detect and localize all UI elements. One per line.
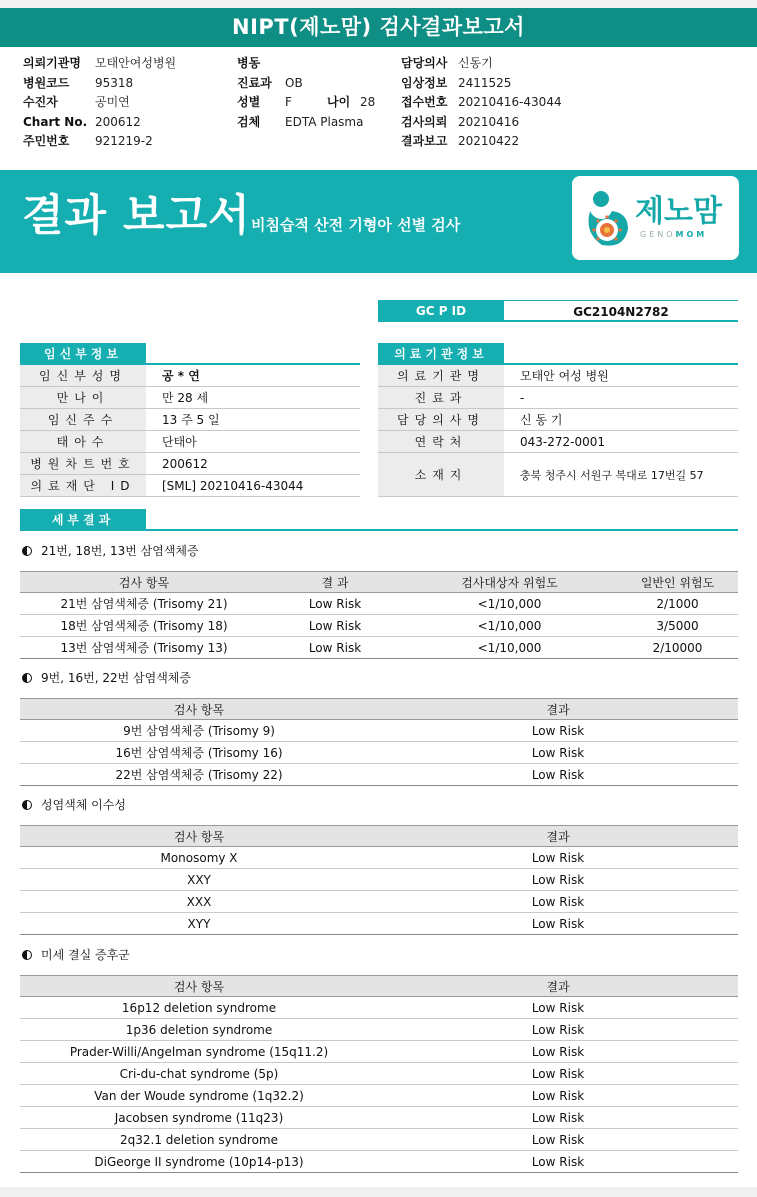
header-field-label: 의뢰기관명 xyxy=(23,56,81,71)
table-row xyxy=(20,997,738,1019)
info-row-label: 의료기관명 xyxy=(378,365,504,386)
test-value: Low Risk xyxy=(378,1107,738,1129)
header-field-label: 주민번호 xyxy=(23,134,70,149)
genomom-logo xyxy=(572,176,739,260)
info-row-label: 임신부성명 xyxy=(20,365,146,386)
info-row-label: 진료과 xyxy=(378,387,504,408)
header-field-value: 200612 xyxy=(95,114,141,129)
table-row xyxy=(20,742,738,764)
table-row xyxy=(20,913,738,935)
header-field xyxy=(23,93,233,113)
info-row-label: 담당의사명 xyxy=(378,409,504,430)
test-item: 21번 삼염색체증 (Trisomy 21) xyxy=(20,593,268,615)
info-row xyxy=(20,453,360,475)
banner-subtitle: 비침습적 산전 기형아 선별 검사 xyxy=(251,216,461,234)
header-field-value: 95318 xyxy=(95,75,134,90)
header-field xyxy=(401,74,601,94)
test-item: Van der Woude syndrome (1q32.2) xyxy=(20,1085,378,1107)
test-item: Jacobsen syndrome (11q23) xyxy=(20,1107,378,1129)
table-row xyxy=(20,1085,738,1107)
test-value: <1/10,000 xyxy=(402,637,617,659)
test-value: Low Risk xyxy=(378,1151,738,1173)
info-row-value: 043-272-0001 xyxy=(520,434,606,449)
test-value: Low Risk xyxy=(268,637,402,659)
test-value: Low Risk xyxy=(378,764,738,786)
info-row xyxy=(378,431,738,453)
test-value: Low Risk xyxy=(378,913,738,935)
section-title-3: 성염색체 이수성 xyxy=(22,797,126,813)
test-value: Low Risk xyxy=(268,593,402,615)
banner-title: 결과 보고서 xyxy=(22,191,251,241)
table-row xyxy=(20,1129,738,1151)
section-title-1: 21번, 18번, 13번 삼염색체증 xyxy=(22,543,199,559)
header-field xyxy=(23,113,233,133)
test-value: Low Risk xyxy=(378,1085,738,1107)
info-row-value: 신 동 기 xyxy=(520,413,563,427)
info-row xyxy=(20,475,360,497)
info-row xyxy=(378,409,738,431)
table-row xyxy=(20,1107,738,1129)
info-row-value: - xyxy=(520,390,525,405)
header-field-label: 접수번호 xyxy=(401,95,448,110)
test-item: 16번 삼염색체증 (Trisomy 16) xyxy=(20,742,378,764)
info-row xyxy=(378,387,738,409)
header-field-value: 20210422 xyxy=(458,134,520,149)
table-row xyxy=(20,764,738,786)
header-field xyxy=(401,93,601,113)
test-value: Low Risk xyxy=(378,742,738,764)
header-field-value: 신동기 xyxy=(458,56,493,71)
test-item: DiGeorge II syndrome (10p14-p13) xyxy=(20,1151,378,1173)
test-value: 2/1000 xyxy=(617,593,738,615)
table-row xyxy=(20,615,738,637)
header-field-label: Chart No. xyxy=(23,114,88,129)
logo-subtext: GENOMOM xyxy=(640,230,708,239)
column-header: 검사 항목 xyxy=(20,976,378,997)
info-row xyxy=(378,365,738,387)
header-field-label: 검사의뢰 xyxy=(401,114,448,129)
test-value: Low Risk xyxy=(378,869,738,891)
header-field xyxy=(23,132,233,152)
half-circle-icon xyxy=(22,546,32,556)
header-field xyxy=(237,93,397,113)
test-value: Low Risk xyxy=(268,615,402,637)
test-item: XXY xyxy=(20,869,378,891)
section-title-2: 9번, 16번, 22번 삼염색체증 xyxy=(22,670,191,686)
logo-text: 제노맘 xyxy=(635,194,722,229)
detail-results-rule xyxy=(146,529,738,531)
column-header: 검사 항목 xyxy=(20,826,378,847)
test-value: <1/10,000 xyxy=(402,593,617,615)
test-value: <1/10,000 xyxy=(402,615,617,637)
result-banner xyxy=(0,170,757,273)
test-value: Low Risk xyxy=(378,1041,738,1063)
test-item: XYY xyxy=(20,913,378,935)
table-row xyxy=(20,1063,738,1085)
header-column-2 xyxy=(237,54,397,132)
header-field-value: 921219-2 xyxy=(95,134,153,149)
info-row xyxy=(20,365,360,387)
header-field-value: F xyxy=(285,95,292,110)
header-field-value: 20210416-43044 xyxy=(458,95,562,110)
column-header: 검사 항목 xyxy=(20,699,378,720)
header-field-label: 나이 xyxy=(327,95,351,110)
header-field-value: 공미연 xyxy=(95,95,130,110)
info-row-value: 단태아 xyxy=(162,435,197,449)
test-value: Low Risk xyxy=(378,720,738,742)
test-item: 18번 삼염색체증 (Trisomy 18) xyxy=(20,615,268,637)
info-row-label: 의료재단 ID xyxy=(20,475,146,496)
trisomy-21-18-13-table xyxy=(20,571,738,659)
header-field-label: 수진자 xyxy=(23,95,58,110)
table-row xyxy=(20,1041,738,1063)
test-value: Low Risk xyxy=(378,891,738,913)
header-field xyxy=(237,74,397,94)
column-header: 일반인 위험도 xyxy=(617,572,738,593)
info-row-value: 13 주 5 일 xyxy=(162,413,220,427)
header-field xyxy=(401,54,601,74)
test-item: Cri-du-chat syndrome (5p) xyxy=(20,1063,378,1085)
medical-info-heading: 의료기관정보 xyxy=(378,343,504,365)
test-item: 16p12 deletion syndrome xyxy=(20,997,378,1019)
info-row xyxy=(20,409,360,431)
header-field-value: 모태안여성병원 xyxy=(95,56,177,71)
microdeletion-table xyxy=(20,975,738,1173)
detail-results-heading: 세부결과 xyxy=(20,509,146,531)
test-item: XXX xyxy=(20,891,378,913)
info-row xyxy=(20,387,360,409)
report-title: NIPT(제노맘) 검사결과보고서 xyxy=(0,8,757,47)
test-item: 13번 삼염색체증 (Trisomy 13) xyxy=(20,637,268,659)
info-row-label: 만나이 xyxy=(20,387,146,408)
header-field-label: 병원코드 xyxy=(23,75,70,90)
gcp-id-value: GC2104N2782 xyxy=(504,300,738,322)
header-field-value: 28 xyxy=(360,95,376,110)
genomom-emblem-icon xyxy=(582,189,634,251)
test-item: 2q32.1 deletion syndrome xyxy=(20,1129,378,1151)
info-row xyxy=(20,431,360,453)
table-row xyxy=(20,1019,738,1041)
column-header: 결 과 xyxy=(268,572,402,593)
header-field-label: 담당의사 xyxy=(401,56,448,71)
info-row-value: 충북 청주시 서원구 복대로 17번길 57 xyxy=(520,468,704,482)
test-value: Low Risk xyxy=(378,997,738,1019)
half-circle-icon xyxy=(22,950,32,960)
header-field-label: 임상정보 xyxy=(401,75,448,90)
column-header: 검사대상자 위험도 xyxy=(402,572,617,593)
header-field xyxy=(401,132,601,152)
table-row xyxy=(20,869,738,891)
header-field-label: 성별 xyxy=(237,95,261,110)
header-field-label: 결과보고 xyxy=(401,134,448,149)
sex-chromosome-table xyxy=(20,825,738,935)
header-field-label: 검체 xyxy=(237,114,261,129)
test-item: 1p36 deletion syndrome xyxy=(20,1019,378,1041)
info-row xyxy=(378,453,738,497)
test-value: Low Risk xyxy=(378,1019,738,1041)
half-circle-icon xyxy=(22,800,32,810)
info-row-value: 모태안 여성 병원 xyxy=(520,369,609,383)
header-field xyxy=(237,54,397,74)
test-item: 9번 삼염색체증 (Trisomy 9) xyxy=(20,720,378,742)
pregnant-info-heading: 임신부정보 xyxy=(20,343,146,365)
header-field xyxy=(237,113,397,133)
table-row xyxy=(20,720,738,742)
test-value: Low Risk xyxy=(378,1129,738,1151)
column-header: 검사 항목 xyxy=(20,572,268,593)
header-field-value: OB xyxy=(285,75,303,90)
header-field xyxy=(23,74,233,94)
table-row xyxy=(20,593,738,615)
test-value: Low Risk xyxy=(378,847,738,869)
header-field-label: 병동 xyxy=(237,56,261,71)
table-row xyxy=(20,1151,738,1173)
info-row-value: 만 28 세 xyxy=(162,391,209,405)
table-row xyxy=(20,891,738,913)
test-item: Prader-Willi/Angelman syndrome (15q11.2) xyxy=(20,1041,378,1063)
test-value: Low Risk xyxy=(378,1063,738,1085)
header-field-value: 2411525 xyxy=(458,75,512,90)
info-row-value: 공 * 연 xyxy=(162,369,200,383)
header-field-value: EDTA Plasma xyxy=(285,114,364,129)
medical-info-table xyxy=(378,365,738,497)
header-column-1 xyxy=(23,54,233,152)
test-value: 2/10000 xyxy=(617,637,738,659)
test-value: 3/5000 xyxy=(617,615,738,637)
header-field-label: 진료과 xyxy=(237,75,272,90)
info-row-label: 임신주수 xyxy=(20,409,146,430)
header-field-value: 20210416 xyxy=(458,114,520,129)
test-item: Monosomy X xyxy=(20,847,378,869)
info-row-label: 연락처 xyxy=(378,431,504,452)
info-row-label: 태아수 xyxy=(20,431,146,452)
column-header: 결과 xyxy=(378,699,738,720)
column-header: 결과 xyxy=(378,976,738,997)
footer-strip xyxy=(0,1187,757,1197)
section-title-4: 미세 결실 증후군 xyxy=(22,947,130,963)
table-row xyxy=(20,637,738,659)
table-row xyxy=(20,847,738,869)
info-row-value: [SML] 20210416-43044 xyxy=(162,478,304,493)
gcp-id-label: GC P ID xyxy=(378,300,504,322)
top-strip xyxy=(0,0,757,8)
info-row-label: 병원차트번호 xyxy=(20,453,146,474)
trisomy-9-16-22-table xyxy=(20,698,738,786)
header-field xyxy=(401,113,601,133)
half-circle-icon xyxy=(22,673,32,683)
header-field xyxy=(23,54,233,74)
info-row-value: 200612 xyxy=(162,456,208,471)
column-header: 결과 xyxy=(378,826,738,847)
test-item: 22번 삼염색체증 (Trisomy 22) xyxy=(20,764,378,786)
header-column-3 xyxy=(401,54,601,152)
info-row-label: 소재지 xyxy=(378,453,504,496)
pregnant-info-table xyxy=(20,365,360,497)
